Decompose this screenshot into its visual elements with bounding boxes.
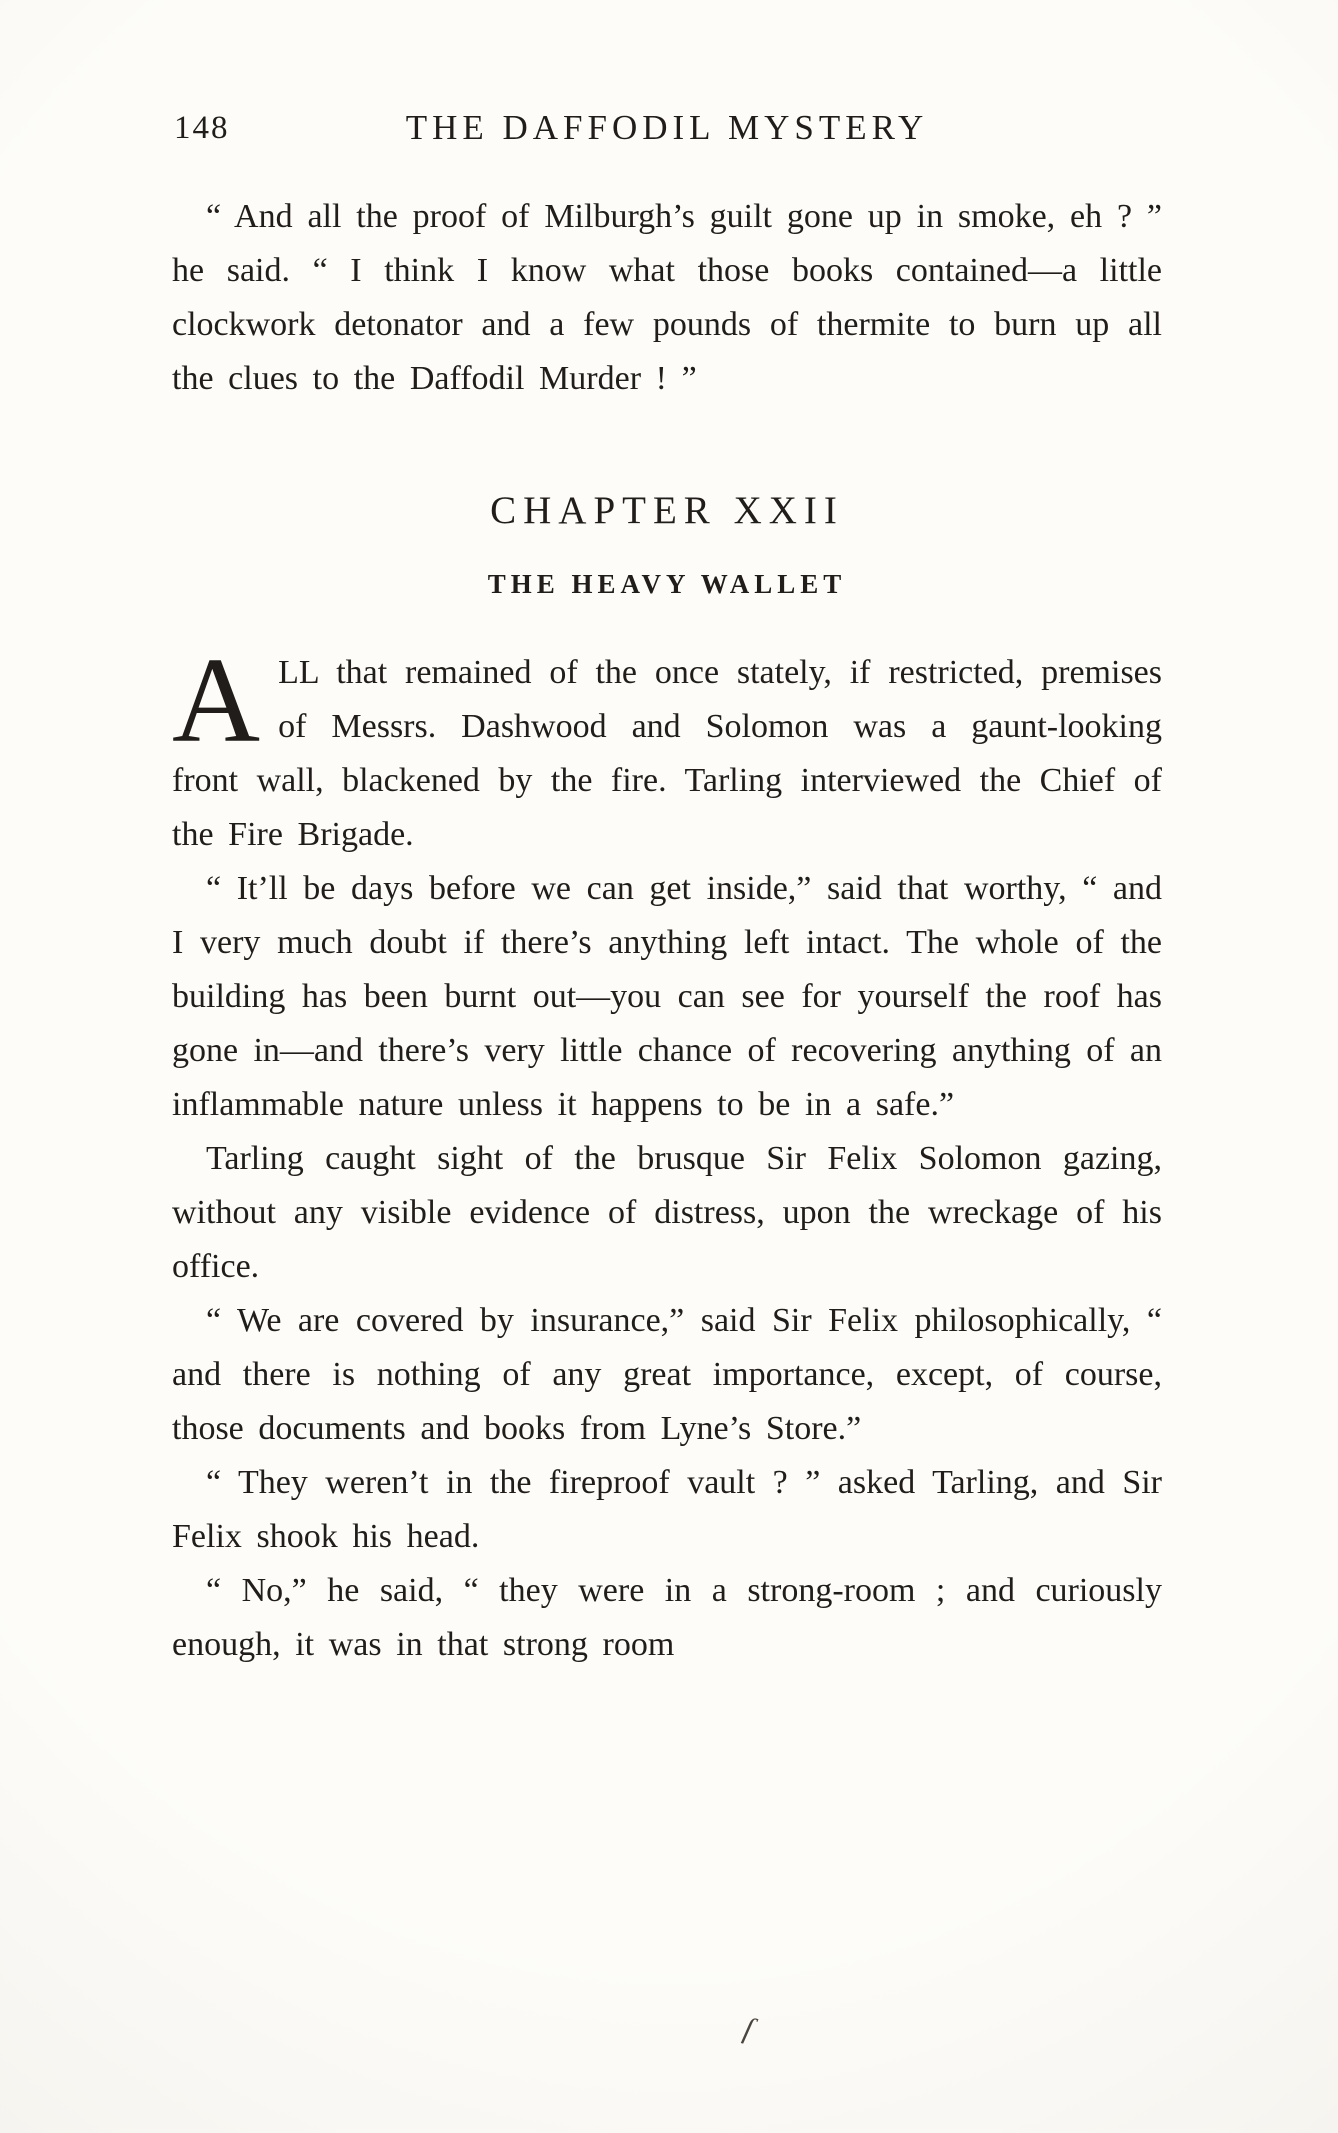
- running-title: THE DAFFODIL MYSTERY: [405, 108, 929, 147]
- drop-cap: A: [172, 633, 261, 768]
- opening-text: LL that remained of the once stately, if restricted, premises of Messrs. Dashwood and Solomon was a gaunt-looking front wall, blackened by the fire. Tarling interviewed the Chief of the Fire Brigade.: [172, 654, 1162, 853]
- paragraph: Tarling caught sight of the brusque Sir Felix Solomon gazing, without any visible evidence of distress, upon the wreckage of his office.: [172, 1140, 1162, 1285]
- paragraph: “ No,” he said, “ they were in a strong-room ; and curiously enough, it was in that strong room: [172, 1572, 1162, 1663]
- paragraph: “ They weren’t in the fireproof vault ? ” asked Tarling, and Sir Felix shook his head.: [172, 1464, 1162, 1555]
- page-number: 148: [174, 110, 230, 146]
- chapter-subtitle: THE HEAVY WALLET: [487, 569, 847, 599]
- scan-artifact-mark: ſ: [740, 2011, 757, 2046]
- running-header: [172, 106, 1162, 156]
- opening-paragraph: [172, 633, 1162, 862]
- chapter-heading: CHAPTER XXII: [490, 489, 844, 532]
- chapter-body: [172, 633, 1162, 1672]
- paragraph: “ We are covered by insurance,” said Sir Felix philosophically, “ and there is nothing of any great importance, except, of course, those documents and books from Lyne’s Store.”: [172, 1302, 1162, 1447]
- paragraph: “ It’ll be days before we can get inside,” said that worthy, “ and I very much doubt if there’s anything left intact. The whole of the building has been burnt out—you can see for yourself the roof has gone in—and there’s very little chance of recovering anything of an inflammable nature unless it happens to be in a safe.”: [172, 870, 1162, 1123]
- intro-paragraph: “ And all the proof of Milburgh’s guilt gone up in smoke, eh ? ” he said. “ I think I know what those books contained—a little clockwork detonator and a few pounds of thermite to burn up all the clues to the Daffodil Murder ! ”: [172, 198, 1162, 397]
